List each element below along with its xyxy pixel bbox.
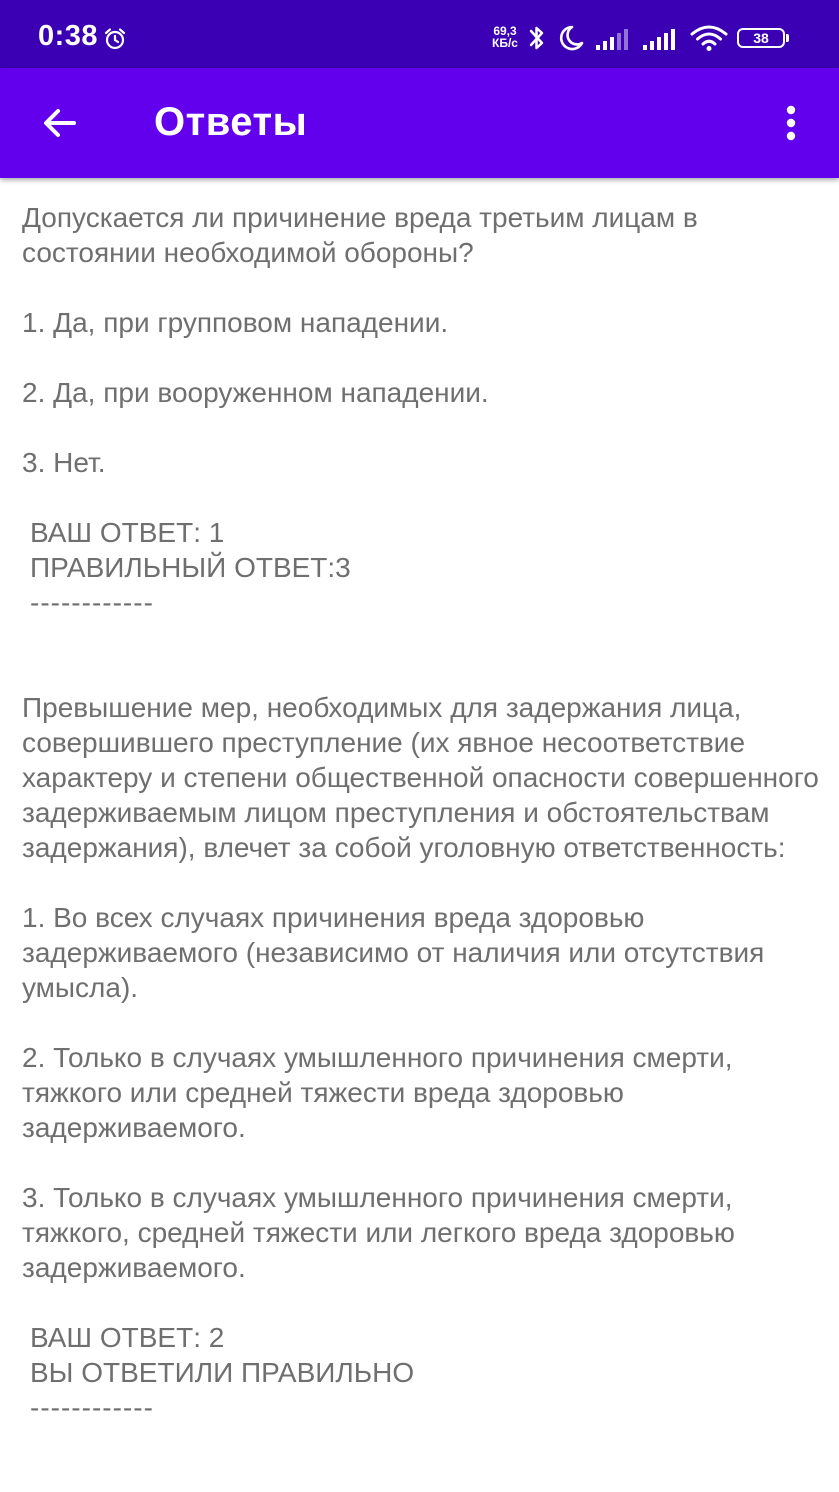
option-text: 3. Только в случаях умышленного причинения смерти, тяжкого, средней тяжести или легкого вреда здоровью задерживаемого.: [22, 1182, 743, 1283]
separator: ------------: [30, 1392, 154, 1423]
more-vert-icon: [785, 103, 797, 143]
overflow-menu-button[interactable]: [766, 93, 816, 153]
your-answer: ВАШ ОТВЕТ: 1: [30, 517, 225, 548]
signal-strength-sim1-icon: [596, 23, 632, 53]
network-speed-unit: КБ/с: [492, 36, 518, 50]
answer-item: [22, 690, 827, 1425]
option-text: 2. Да, при вооруженном нападении.: [22, 377, 489, 408]
back-button[interactable]: [30, 93, 90, 153]
do-not-disturb-moon-icon: [557, 23, 585, 53]
wifi-icon: [690, 23, 728, 53]
answers-list: [22, 200, 827, 1425]
page-title: Ответы: [154, 100, 308, 144]
app-bar: [0, 68, 839, 178]
option-text: 3. Нет.: [22, 447, 106, 478]
answer-result: ПРАВИЛЬНЫЙ ОТВЕТ:3: [30, 552, 351, 583]
answer-result: ВЫ ОТВЕТИЛИ ПРАВИЛЬНО: [30, 1357, 415, 1388]
status-time: 0:38: [38, 20, 99, 52]
option-text: 2. Только в случаях умышленного причинения смерти, тяжкого или средней тяжести вреда здоровью задерживаемого.: [22, 1042, 741, 1143]
question-text: Превышение мер, необходимых для задержания лица, совершившего преступление (их явное несоответствие характеру и степени общественной опасности совершенного задерживаемым лицом преступления и обстоятельствам задержания), влечет за собой уголовную ответственность:: [22, 692, 827, 863]
arrow-back-icon: [40, 103, 80, 143]
answer-item: [22, 200, 822, 620]
bluetooth-icon: [527, 23, 547, 53]
option-text: 1. Да, при групповом нападении.: [22, 307, 449, 338]
battery-level: 38: [753, 30, 769, 46]
status-bar: [0, 0, 839, 68]
battery-icon: [737, 28, 785, 48]
network-speed-value: 69,3: [493, 24, 517, 38]
option-text: 1. Во всех случаях причинения вреда здоровью задерживаемого (независимо от наличия или отсутствия умысла).: [22, 902, 773, 1003]
separator: ------------: [30, 587, 154, 618]
signal-strength-sim2-icon: [643, 23, 679, 53]
network-speed: [487, 25, 523, 49]
your-answer: ВАШ ОТВЕТ: 2: [30, 1322, 225, 1353]
question-text: Допускается ли причинение вреда третьим лицам в состоянии необходимой обороны?: [22, 202, 706, 268]
alarm-icon: [103, 27, 127, 51]
